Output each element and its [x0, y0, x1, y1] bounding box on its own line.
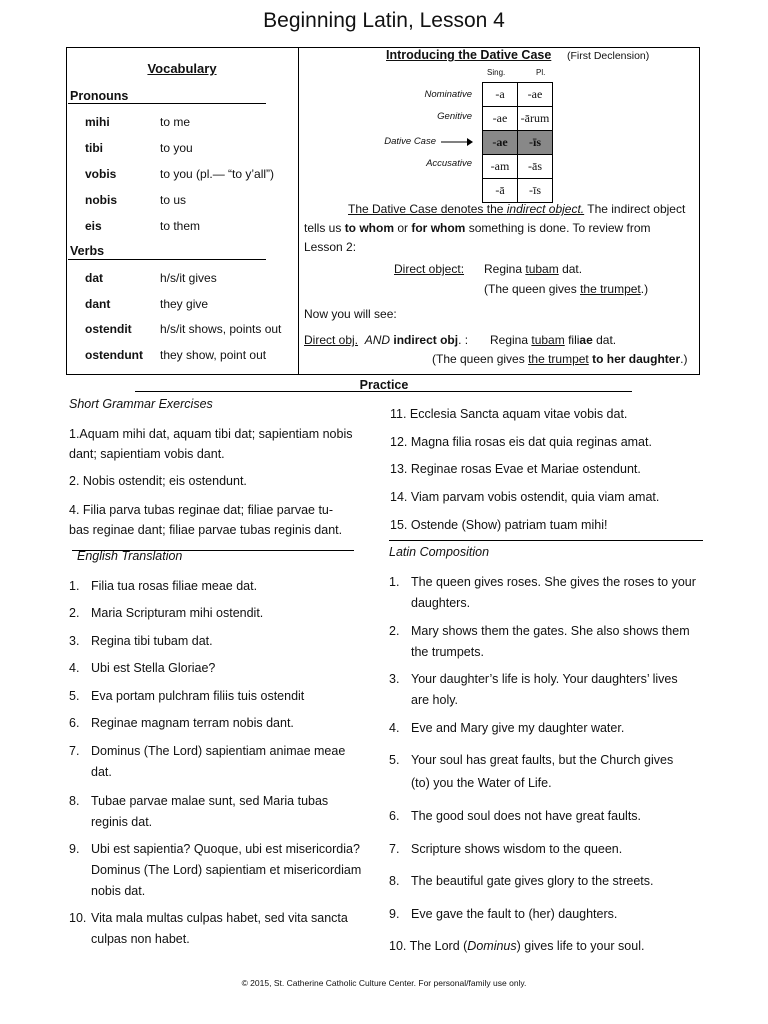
practice-heading: Practice [359, 378, 409, 392]
list-item: 9. Ubi est sapientia? Quoque, ubi est misericordia? Dominus (The Lord) sapientiam et misericordiam nobis dat. [69, 842, 362, 898]
exercise-line: 1.Aquam mihi dat, aquam tibi dat; sapientiam nobis [69, 427, 353, 441]
latin-composition-heading: Latin Composition [389, 545, 490, 559]
dative-definition-2: tells us to whom or for whom something is done. To review from [304, 221, 651, 235]
example-latin-2: Regina tubam filiae dat. [490, 333, 617, 347]
col-pl-header: Pl. [536, 68, 546, 77]
english-translation-rule [72, 550, 354, 551]
now-you-will-see: Now you will see: [304, 307, 397, 321]
footer-copyright: © 2015, St. Catherine Catholic Culture Center. For personal/family use only. [241, 978, 527, 988]
list-item: 8. Tubae parvae malae sunt, sed Maria tubas reginis dat. [69, 794, 329, 829]
cell: -īs [518, 179, 553, 203]
case-label: Accusative [426, 158, 472, 169]
case-label: Genitive [437, 111, 472, 122]
verbs-rule [68, 259, 266, 260]
exercise-line: bas reginae dant; filiae parvae tubas reginis dant. [69, 523, 343, 537]
pronouns-rule [68, 103, 266, 104]
english-translation-heading: English Translation [77, 549, 183, 563]
list-item: 7. Dominus (The Lord) sapientiam animae meae dat. [69, 744, 346, 779]
dative-heading: Introducing the Dative Case [386, 48, 552, 62]
exercise-line: 12. Magna filia rosas eis dat quia reginas amat. [390, 435, 652, 449]
cell: -ās [518, 155, 553, 179]
example-english-1: (The queen gives the trumpet.) [484, 282, 649, 296]
verbs-heading: Verbs [70, 244, 105, 258]
case-label: Nominative [424, 89, 472, 100]
vocabulary-heading: Vocabulary [147, 61, 217, 76]
cell: -ae [483, 107, 518, 131]
cell: -īs [518, 131, 553, 155]
exercise-line: 13. Reginae rosas Evae et Mariae ostendunt. [390, 462, 641, 476]
cell: -ā [483, 179, 518, 203]
pronouns-heading: Pronouns [70, 89, 129, 103]
exercise-line: 4. Filia parva tubas reginae dat; filiae parvae tu- [69, 503, 334, 517]
page-title: Beginning Latin, Lesson 4 [263, 9, 505, 32]
list-item: 2. Mary shows them the gates. She also shows them the trumpets. [389, 624, 690, 659]
box-divider [298, 47, 299, 375]
case-label: Dative Case [384, 136, 436, 147]
dative-subheading: (First Declension) [567, 50, 650, 62]
example-latin-1: Regina tubam dat. [484, 262, 583, 276]
exercise-line: 11. Ecclesia Sancta aquam vitae vobis dat. [390, 407, 628, 421]
cell: -am [483, 155, 518, 179]
arrow-right-icon [441, 137, 473, 147]
direct-indirect-label: Direct obj. AND indirect obj. : [304, 333, 469, 347]
exercise-line: dant; sapientiam vobis dant. [69, 447, 225, 461]
list-item: 10. The Lord (Dominus) gives life to your soul. [389, 939, 645, 953]
cell: -ae [483, 131, 518, 155]
dative-definition-3: Lesson 2: [304, 240, 357, 254]
list-item: 10. Vita mala multas culpas habet, sed vita sancta culpas non habet. [69, 911, 348, 946]
list-item: 1. The queen gives roses. She gives the roses to your daughters. [389, 575, 696, 610]
practice-rule [135, 391, 632, 392]
cell: -ārum [518, 107, 553, 131]
exercise-line: 14. Viam parvam vobis ostendit, quia viam amat. [390, 490, 660, 504]
col-sing-header: Sing. [487, 68, 506, 77]
short-exercises-heading: Short Grammar Exercises [69, 397, 213, 411]
exercise-line: 15. Ostende (Show) patriam tuam mihi! [390, 518, 608, 532]
list-item: 5. Your soul has great faults, but the Church gives (to) you the Water of Life. [389, 753, 674, 790]
list-item: 3. Your daughter’s life is holy. Your daughters’ lives are holy. [389, 672, 678, 707]
direct-object-label: Direct object: [394, 262, 465, 276]
example-english-2: (The queen gives the trumpet to her daughter.) [432, 352, 688, 366]
declension-table [482, 82, 553, 203]
latin-composition-rule [389, 540, 703, 541]
exercise-line: 2. Nobis ostendit; eis ostendunt. [69, 474, 247, 488]
cell: -ae [518, 83, 553, 107]
dative-definition: The Dative Case denotes the indirect object. The indirect object [348, 202, 686, 216]
cell: -a [483, 83, 518, 107]
